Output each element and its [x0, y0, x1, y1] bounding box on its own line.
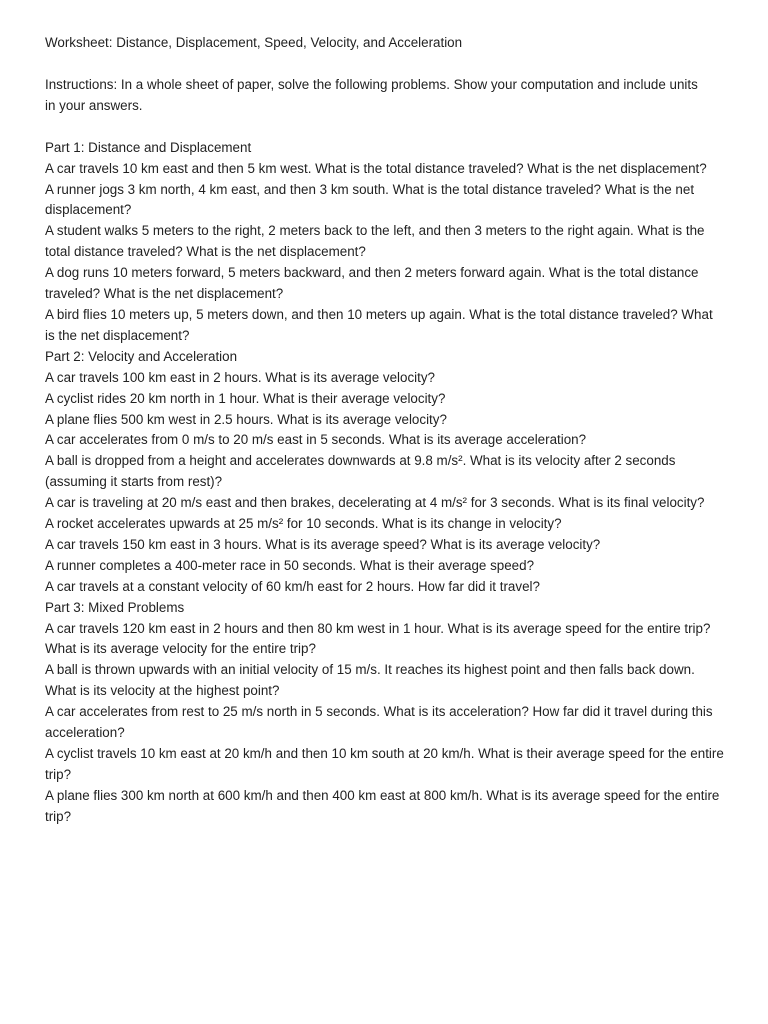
problem-number: [0, 180, 1, 201]
problem-item: [0, 702, 725, 744]
problem-text: A runner jogs 3 km north, 4 km east, and then 3 km south. What is the total distance traveled? What is the net displacement?: [45, 181, 695, 218]
problem-item: [0, 368, 725, 389]
problem-item: [0, 619, 725, 661]
problem-text: A student walks 5 meters to the right, 2 meters back to the left, and then 3 meters to the right again. What is the total distance traveled? What is the net displacement?: [45, 223, 705, 260]
problem-item: [0, 786, 725, 828]
problem-number: [0, 535, 1, 556]
problem-item: [0, 514, 725, 535]
problem-number: [0, 744, 1, 765]
part-heading: Part 1: Distance and Displacement: [45, 139, 252, 155]
part-3-section: [0, 598, 768, 828]
part-2-section: [0, 347, 768, 598]
problem-item: [0, 263, 725, 305]
worksheet-document: [0, 33, 768, 828]
problem-text: A car is traveling at 20 m/s east and then brakes, decelerating at 4 m/s² for 3 seconds. What is its final velocity?: [45, 495, 705, 511]
problem-item: [0, 556, 725, 577]
problem-number: [0, 263, 1, 284]
problem-number: [0, 410, 1, 431]
problem-number: [0, 660, 1, 681]
problem-item: [0, 535, 725, 556]
instructions-text: Instructions: In a whole sheet of paper, solve the following problems. Show your computation and include units in your answers.: [45, 76, 698, 113]
problem-item: [0, 389, 725, 410]
problem-text: A car travels 120 km east in 2 hours and then 80 km west in 1 hour. What is its average speed for the entire trip? What is its average velocity for the entire trip?: [45, 620, 711, 657]
part-heading: Part 3: Mixed Problems: [45, 599, 185, 615]
problem-number: [0, 221, 1, 242]
problem-number: [0, 159, 1, 180]
problem-number: [0, 702, 1, 723]
problem-text: A plane flies 500 km west in 2.5 hours. What is its average velocity?: [45, 411, 447, 427]
problem-number: [0, 368, 1, 389]
problem-text: A cyclist travels 10 km east at 20 km/h and then 10 km south at 20 km/h. What is their average speed for the entire trip?: [45, 746, 724, 782]
problem-text: A ball is thrown upwards with an initial velocity of 15 m/s. It reaches its highest point and then falls back down. What is its velocity at the highest point?: [45, 662, 695, 699]
problem-text: A plane flies 300 km north at 600 km/h and then 400 km east at 800 km/h. What is its average speed for the entire trip?: [45, 787, 720, 824]
problem-item: [0, 493, 725, 514]
problem-item: [0, 660, 725, 702]
problem-text: A dog runs 10 meters forward, 5 meters backward, and then 2 meters forward again. What is the total distance traveled? What is the net displacement?: [45, 265, 699, 302]
problem-text: A car travels 100 km east in 2 hours. What is its average velocity?: [45, 369, 435, 385]
problem-text: A cyclist rides 20 km north in 1 hour. What is their average velocity?: [45, 390, 446, 406]
problem-number: [0, 577, 1, 598]
problem-text: A car travels 10 km east and then 5 km west. What is the total distance traveled? What is the net displacement?: [45, 160, 707, 176]
problem-item: [0, 430, 725, 451]
problem-text: A rocket accelerates upwards at 25 m/s² for 10 seconds. What is its change in velocity?: [45, 516, 562, 532]
problem-number: [0, 514, 1, 535]
problem-text: A car accelerates from rest to 25 m/s north in 5 seconds. What is its acceleration? How far did it travel during this acceleration?: [45, 704, 713, 741]
problem-number: [0, 556, 1, 577]
problem-item: [0, 410, 725, 431]
part-heading: Part 2: Velocity and Acceleration: [45, 348, 238, 364]
problem-text: A car travels at a constant velocity of 60 km/h east for 2 hours. How far did it travel?: [45, 578, 540, 594]
problem-number: [0, 786, 1, 807]
problem-text: A runner completes a 400-meter race in 50 seconds. What is their average speed?: [45, 557, 535, 573]
problem-item: [0, 159, 725, 180]
problem-number: [0, 389, 1, 410]
problem-text: A car accelerates from 0 m/s to 20 m/s east in 5 seconds. What is its average acceleration?: [45, 432, 587, 448]
part-1-section: [0, 138, 768, 347]
problem-number: [0, 619, 1, 640]
problem-item: [0, 451, 725, 493]
problem-item: [0, 180, 725, 222]
problem-item: [0, 744, 725, 786]
problem-item: [0, 577, 725, 598]
problem-item: [0, 221, 725, 263]
problem-text: A ball is dropped from a height and accelerates downwards at 9.8 m/s². What is its velocity after 2 seconds (assuming it starts from rest)?: [45, 453, 676, 490]
problem-number: [0, 430, 1, 451]
problem-item: [0, 305, 725, 347]
problem-text: A bird flies 10 meters up, 5 meters down, and then 10 meters up again. What is the total distance traveled? What is the net displacement?: [45, 306, 713, 343]
problem-number: [0, 451, 1, 472]
problem-number: [0, 305, 1, 326]
problem-text: A car travels 150 km east in 3 hours. What is its average speed? What is its average velocity?: [45, 536, 601, 552]
worksheet-title: Worksheet: Distance, Displacement, Speed, Velocity, and Acceleration: [45, 35, 463, 50]
problem-number: [0, 493, 1, 514]
